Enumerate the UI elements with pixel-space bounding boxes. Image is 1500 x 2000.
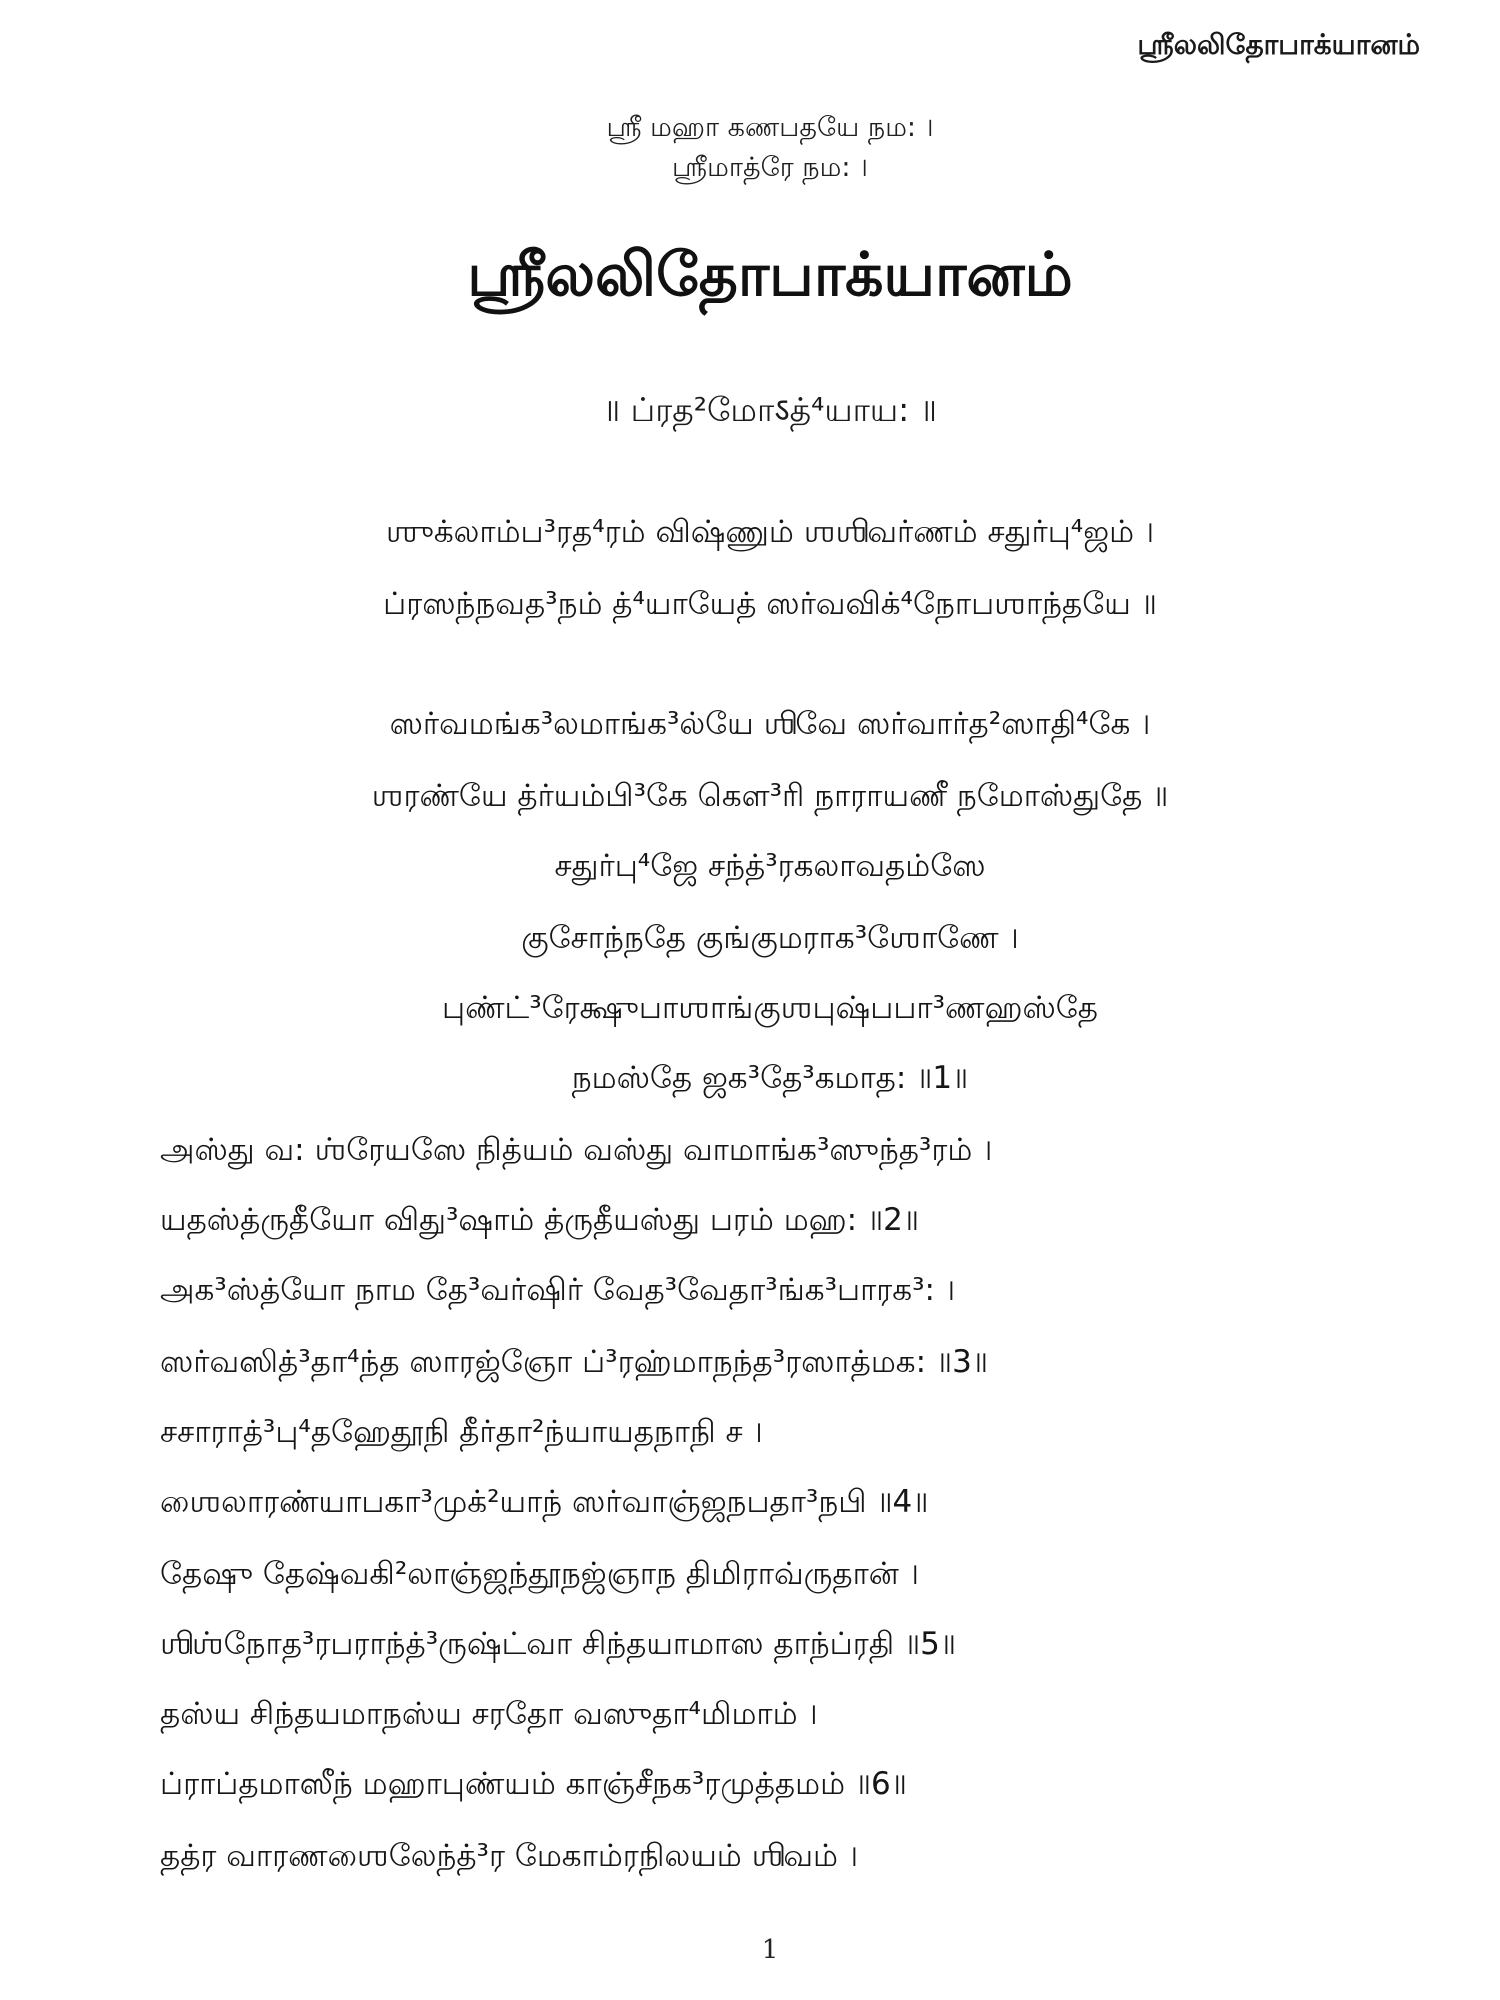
centered-verse-line: ப்ரஸந்நவத³நம் த்⁴யாயேத் ஸர்வவிக்⁴நோபஶாந்தயே ॥ (383, 586, 1157, 622)
running-header: ஸ்ரீலலிதோபாக்யானம் (1137, 28, 1420, 61)
invocation-srimata: ஸ்ரீமாத்ரே நம: । (672, 152, 868, 183)
chapter-heading: ॥ ப்ரத²மோऽத்⁴யாய: ॥ (602, 390, 938, 429)
verse-line: ஸர்வஸித்³தா⁴ந்த ஸாரஜ்ஞோ ப்³ரஹ்மாநந்த³ரஸாத்மக: ॥3॥ (160, 1344, 988, 1380)
centered-verse-line: ஶுக்லாம்ப³ரத⁴ரம் விஷ்ணும் ஶஶிவர்ணம் சதுர்பு⁴ஜம் । (385, 514, 1155, 550)
verse-line: அஸ்து வ: ஶ்ரேயஸே நித்யம் வஸ்து வாமாங்க³ஸுந்த³ரம் । (160, 1132, 993, 1168)
verse-line: சசாராத்³பு⁴தஹேதூநி தீர்தா²ந்யாயதநாநி ச । (160, 1414, 763, 1450)
centered-verse-line: புண்ட்³ரேக்ஷுபாஶாங்குஶபுஷ்பபா³ணஹஸ்தே (442, 990, 1098, 1026)
verse-line: ப்ராப்தமாஸீந் மஹாபுண்யம் காஞ்சீநக³ரமுத்தமம் ॥6॥ (160, 1766, 907, 1802)
verse-line: ஶிஶ்நோத³ரபராந்த்³ருஷ்ட்வா சிந்தயாமாஸ தாந்ப்ரதி ॥5॥ (160, 1626, 957, 1662)
centered-verse-line: குசோந்நதே குங்குமராக³ஶோணே । (521, 920, 1019, 956)
verse-line: தத்ர வாரணஶைலேந்த்³ர மேகாம்ரநிலயம் ஶிவம் । (160, 1838, 859, 1874)
centered-verse-line: ஶரண்யே த்ர்யம்பி³கே கௌ³ரி நாராயணீ நமோஸ்துதே ॥ (371, 778, 1169, 814)
verse-line: ஶைலாரண்யாபகா³முக்²யாந் ஸர்வாஞ்ஜநபதா³நபி ॥4॥ (160, 1484, 929, 1520)
verse-line: தஸ்ய சிந்தயமாநஸ்ய சரதோ வஸுதா⁴மிமாம் । (160, 1696, 818, 1732)
page-number: 1 (761, 1935, 779, 1965)
centered-verse-line: ஸர்வமங்க³லமாங்க³ல்யே ஶிவே ஸர்வார்த²ஸாதி⁴கே । (389, 706, 1151, 742)
centered-verse-line: நமஸ்தே ஜக³தே³கமாத: ॥1॥ (571, 1060, 969, 1096)
page-title: ஸ்ரீலலிதோபாக்யானம் (467, 240, 1073, 310)
invocation-ganapati: ஸ்ரீ மஹா கணபதயே நம: । (606, 112, 934, 143)
verse-line: யதஸ்த்ருதீயோ விது³ஷாம் த்ருதீயஸ்து பரம் மஹ: ॥2॥ (160, 1202, 920, 1238)
centered-verse-line: சதுர்பு⁴ஜே சந்த்³ரகலாவதம்ஸே (554, 848, 986, 884)
verse-line: தேஷு தேஷ்வகி²லாஞ்ஜந்தூநஜ்ஞாந திமிராவ்ருதான் । (160, 1556, 919, 1592)
verse-line: அக³ஸ்த்யோ நாம தே³வர்ஷிர் வேத³வேதா³ங்க³பாரக³: । (160, 1272, 956, 1308)
